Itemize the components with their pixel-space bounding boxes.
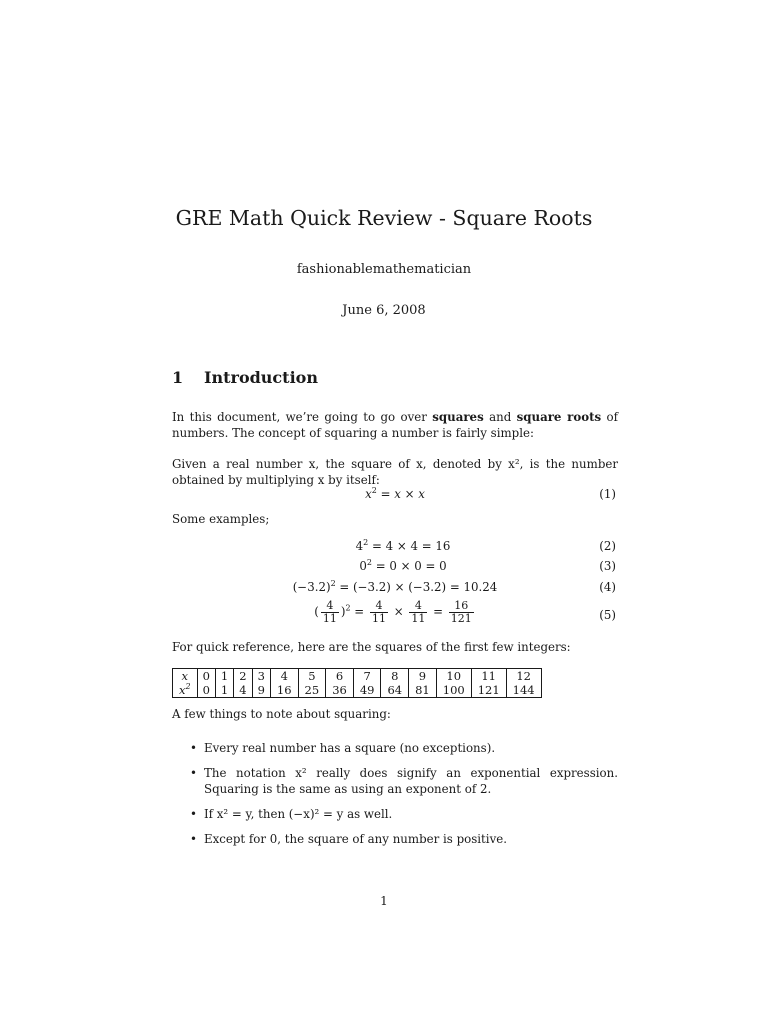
intro-text: and xyxy=(483,410,517,424)
table-row-x-squared xyxy=(173,683,542,698)
note-text: Every real number has a square (no exceptions). xyxy=(204,741,496,755)
note-text: The notation x² really does signify an exponential expression. Squaring is the same as using an exponent of 2. xyxy=(204,766,618,796)
table-cell: 7 xyxy=(353,669,381,684)
table-cell: 36 xyxy=(326,683,354,698)
intro-paragraph xyxy=(172,409,618,441)
table-cell: 6 xyxy=(326,669,354,684)
equation-body: $x^2 = x \times x$ xyxy=(365,486,425,501)
list-item xyxy=(172,740,618,756)
list-item xyxy=(172,765,618,797)
intro-text: In this document, we’re going to go over xyxy=(172,410,433,424)
document-date: June 6, 2008 xyxy=(342,303,426,318)
row-label-x-squared: $x^2$ xyxy=(173,683,198,698)
equation-4 xyxy=(172,580,618,600)
table-cell: 16 xyxy=(270,683,298,698)
table-cell: 11 xyxy=(471,669,506,684)
equation-5 xyxy=(172,600,618,632)
equation-number: (2) xyxy=(599,539,616,553)
equation-body: $(-3.2)^2 = (-3.2) \times (-3.2) = 10.24$ xyxy=(292,579,498,594)
note-text: Except for 0, the square of any number is positive. xyxy=(204,832,507,846)
list-item xyxy=(172,831,618,847)
equation-1 xyxy=(172,487,618,507)
note-text: If x² = y, then (−x)² = y as well. xyxy=(204,807,393,821)
table-cell: 0 xyxy=(197,669,215,684)
table-cell: 8 xyxy=(381,669,409,684)
section-title: Introduction xyxy=(204,368,318,387)
bullet-icon: • xyxy=(190,832,197,846)
section-heading xyxy=(172,368,318,387)
document-author: fashionablemathematician xyxy=(296,262,472,277)
table-cell: 1 xyxy=(215,669,233,684)
table-cell: 2 xyxy=(234,669,252,684)
table-cell: 9 xyxy=(409,669,437,684)
term-square-roots: square roots xyxy=(516,410,602,424)
table-cell: 1 xyxy=(215,683,233,698)
equation-number: (5) xyxy=(599,608,616,622)
table-cell: 9 xyxy=(252,683,270,698)
table-cell: 12 xyxy=(506,669,541,684)
equation-number: (3) xyxy=(599,559,616,573)
equation-body: $4^2 = 4 \times 4 = 16$ xyxy=(355,538,451,553)
equation-number: (1) xyxy=(599,487,616,501)
table-cell: 4 xyxy=(234,683,252,698)
bullet-icon: • xyxy=(190,766,197,780)
intro-text: of numbers. The concept of squaring a number is fairly simple: xyxy=(172,410,619,440)
page-number: 1 xyxy=(380,894,388,908)
equation-number: (4) xyxy=(599,580,616,594)
document-title: GRE Math Quick Review - Square Roots xyxy=(175,206,593,230)
equation-body: ( $\frac{4}{11}$ )$^2$ = $\frac{4}{11}$ × $\frac{4}{11}$ = $\frac{16}{121}$ xyxy=(314,599,472,625)
table-cell: 121 xyxy=(471,683,506,698)
table-row-x xyxy=(173,669,542,684)
squares-table xyxy=(172,668,542,698)
table-intro: For quick reference, here are the squares of the first few integers: xyxy=(172,640,571,654)
row-label-x: x xyxy=(173,669,198,684)
table-cell: 100 xyxy=(436,683,471,698)
section-number: 1 xyxy=(172,368,184,387)
equation-body: $0^2 = 0 \times 0 = 0$ xyxy=(359,558,447,573)
table-cell: 64 xyxy=(381,683,409,698)
definition-paragraph: Given a real number x, the square of x, denoted by x², is the number obtained by multiplying x by itself: xyxy=(172,457,618,487)
table-cell: 3 xyxy=(252,669,270,684)
examples-label: Some examples; xyxy=(172,512,270,526)
table-cell: 0 xyxy=(197,683,215,698)
table-cell: 4 xyxy=(270,669,298,684)
list-item xyxy=(172,806,618,822)
table-cell: 5 xyxy=(298,669,326,684)
equation-3 xyxy=(172,559,618,579)
table-cell: 10 xyxy=(436,669,471,684)
notes-intro: A few things to note about squaring: xyxy=(172,707,391,721)
table-cell: 144 xyxy=(506,683,541,698)
bullet-icon: • xyxy=(190,741,197,755)
table-cell: 81 xyxy=(409,683,437,698)
term-squares: squares xyxy=(432,410,484,424)
equation-2 xyxy=(172,539,618,559)
table-cell: 49 xyxy=(353,683,381,698)
table-cell: 25 xyxy=(298,683,326,698)
bullet-icon: • xyxy=(190,807,197,821)
notes-list xyxy=(172,740,618,856)
